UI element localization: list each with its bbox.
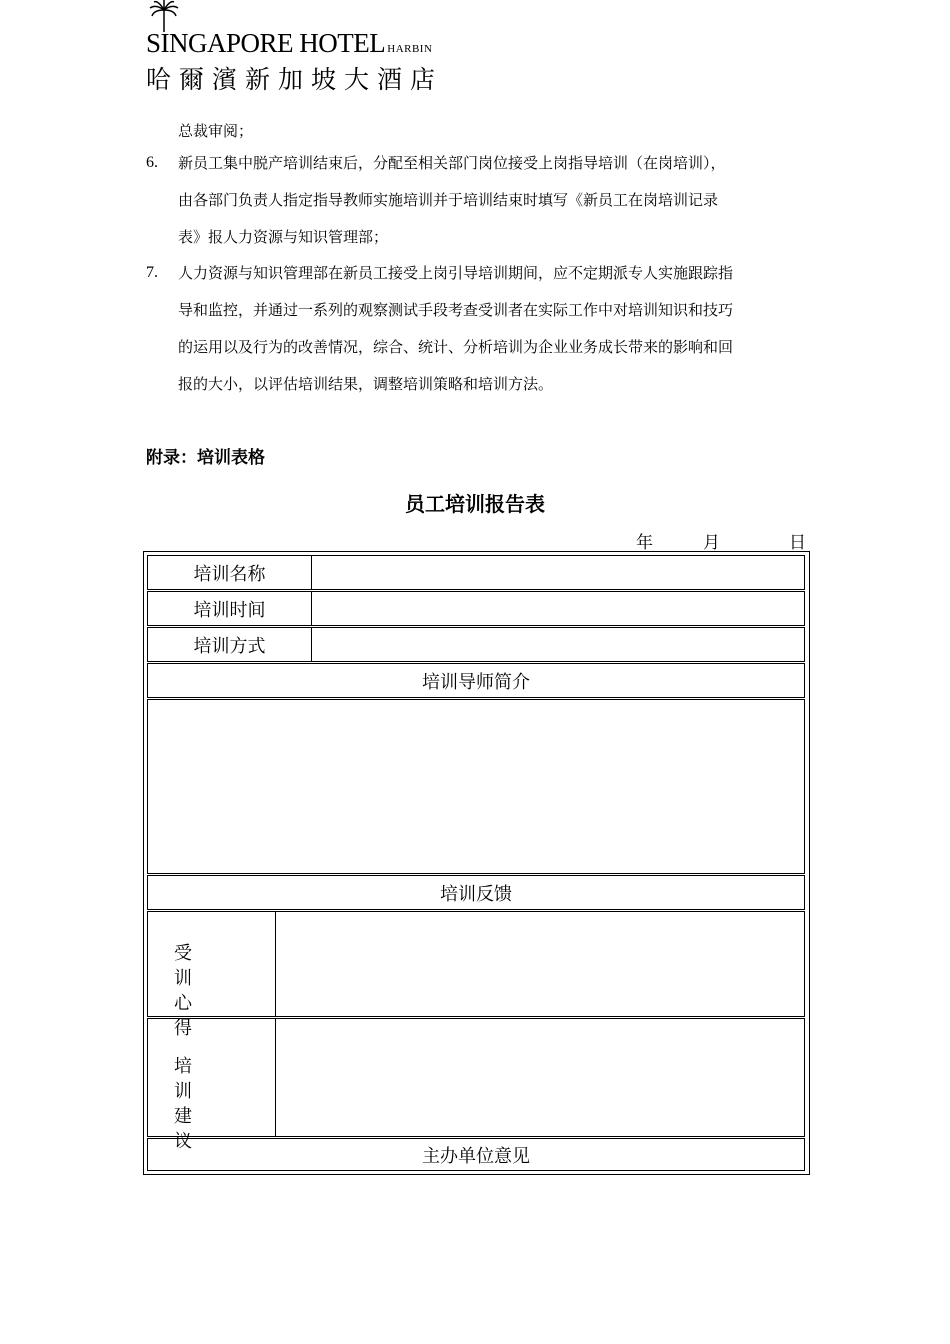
- training-name-label: 培训名称: [147, 555, 312, 590]
- paragraph-line: 导和监控，并通过一系列的观察测试手段考查受训者在实际工作中对培训知识和技巧: [178, 301, 734, 319]
- paragraph-line: 人力资源与知识管理部在新员工接受上岗引导培训期间，应不定期派专人实施跟踪指: [178, 264, 734, 282]
- training-time-field[interactable]: [311, 591, 805, 626]
- hotel-logo: [146, 0, 444, 95]
- feedback-header: 培训反馈: [147, 875, 805, 910]
- experience-field[interactable]: [275, 911, 805, 1017]
- label-char: 培: [174, 1056, 192, 1077]
- label-char: 心: [174, 993, 192, 1014]
- logo-chinese-name: 哈爾濱新加坡大酒店: [146, 65, 444, 94]
- label-char: 训: [174, 968, 192, 989]
- training-time-label: 培训时间: [147, 591, 312, 626]
- instructor-intro-field[interactable]: [147, 699, 805, 874]
- training-name-field[interactable]: [311, 555, 805, 590]
- logo-city: HARBIN: [387, 43, 433, 55]
- label-char: 得: [174, 1018, 192, 1039]
- label-char: 建: [174, 1106, 192, 1127]
- experience-label-cell: [147, 911, 276, 1039]
- training-method-label: 培训方式: [147, 627, 312, 662]
- organizer-opinion-header: 主办单位意见: [147, 1138, 805, 1171]
- suggestion-label-cell: [147, 1018, 276, 1152]
- label-char: 训: [174, 1081, 192, 1102]
- paragraph-line: 报的大小，以评估培训结果，调整培训策略和培训方法。: [178, 375, 554, 393]
- continuation-text: 总裁审阅；: [178, 122, 254, 140]
- paragraph-line: 新员工集中脱产培训结束后，分配至相关部门岗位接受上岗指导培训（在岗培训），: [178, 154, 726, 172]
- label-char: 议: [174, 1131, 192, 1152]
- training-report-table: [143, 551, 810, 1175]
- appendix-heading: 附录：培训表格: [146, 448, 265, 468]
- paragraph-line: 的运用以及行为的改善情况，综合、统计、分析培训为企业业务成长带来的影响和回: [178, 338, 734, 356]
- date-month-label: 月: [703, 533, 720, 553]
- item-number: 6.: [146, 154, 158, 171]
- item-paragraph: [178, 145, 810, 256]
- paragraph-line: 由各部门负责人指定指导教师实施培训并于培训结束时填写《新员工在岗培训记录: [178, 191, 719, 209]
- form-title: 员工培训报告表: [405, 492, 545, 516]
- date-year-label: 年: [636, 533, 653, 553]
- date-day-label: 日: [789, 533, 806, 553]
- suggestion-field[interactable]: [275, 1018, 805, 1137]
- item-number: 7.: [146, 264, 158, 281]
- item-paragraph: [178, 255, 810, 403]
- training-method-field[interactable]: [311, 627, 805, 662]
- logo-english-name: [146, 28, 432, 59]
- label-char: 受: [174, 943, 192, 964]
- paragraph-line: 表》报人力资源与知识管理部；: [178, 228, 389, 246]
- logo-hotel-name: SINGAPORE HOTEL: [146, 28, 386, 58]
- instructor-intro-header: 培训导师简介: [147, 663, 805, 698]
